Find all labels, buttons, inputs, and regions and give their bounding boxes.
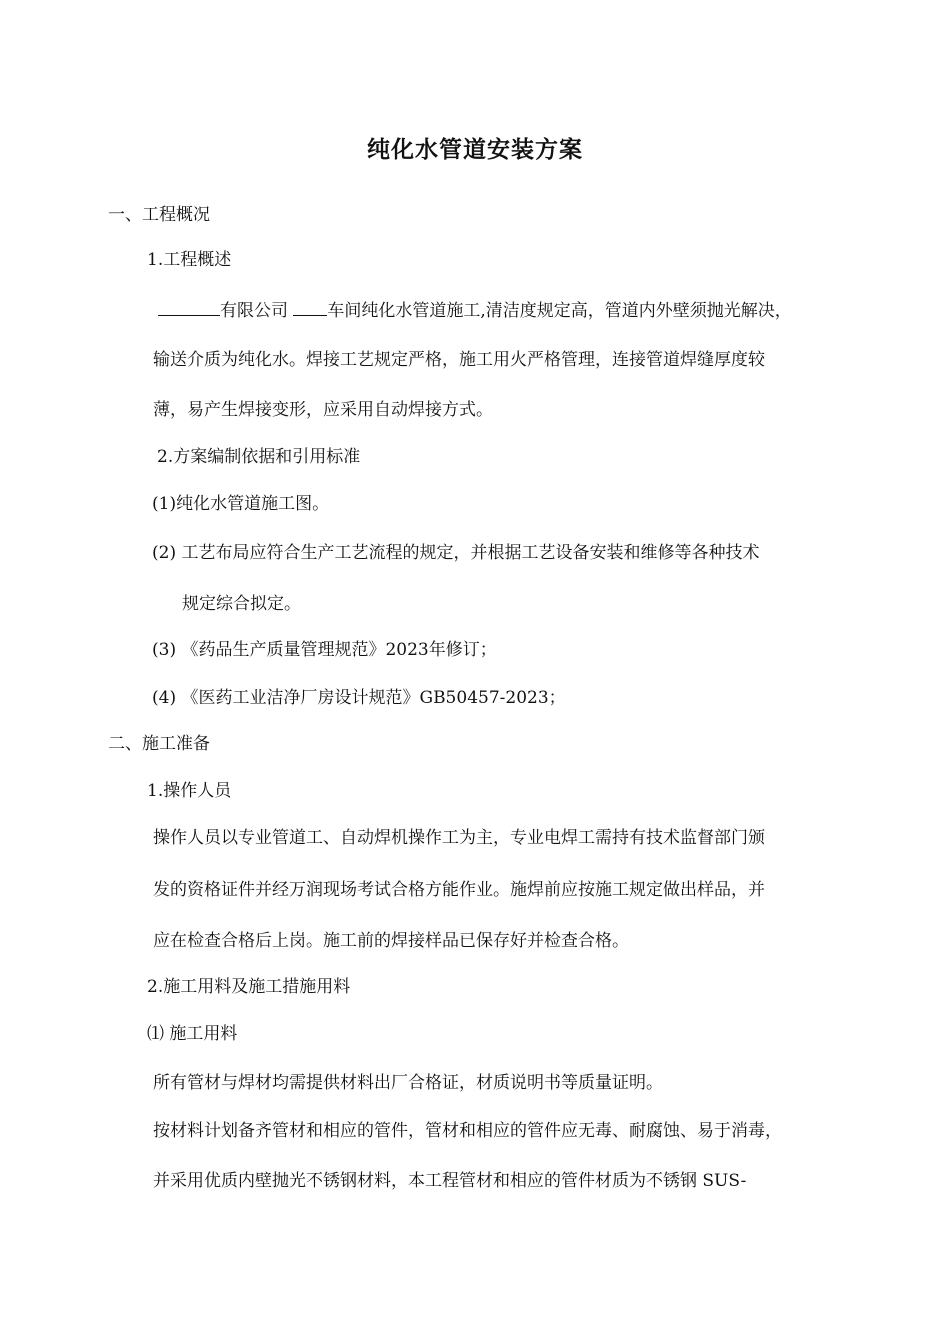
material-para2-line2: 并采用优质内壁抛光不锈钢材料，本工程管材和相应的管件材质为不锈钢 SUS- (153, 1171, 747, 1191)
section2-sub1-para-line2: 发的资格证件并经万润现场考试合格方能作业。施焊前应按施工规定做出样品，并 (153, 880, 765, 900)
section2-heading: 二、施工准备 (108, 734, 210, 754)
para-line1-part2: 车间纯化水管道施工,清洁度规定高，管道内外壁须抛光解决， (327, 301, 792, 321)
standard-item-3: (3) 《药品生产质量管理规范》2023年修订； (152, 640, 497, 660)
standard-item-2-line2: 规定综合拟定。 (182, 594, 301, 614)
section1-sub1-para-line3: 薄，易产生焊接变形，应采用自动焊接方式。 (153, 400, 493, 420)
section1-sub1-heading: 1.工程概述 (147, 250, 232, 270)
section1-sub1-para-line1 (158, 299, 792, 321)
section1-sub2-heading: 2.方案编制依据和引用标准 (157, 447, 361, 467)
section1-sub1-para-line2: 输送介质为纯化水。焊接工艺规定严格，施工用火严格管理，连接管道焊缝厚度较 (153, 350, 765, 370)
standard-item-2-line1: (2) 工艺布局应符合生产工艺流程的规定，并根据工艺设备安装和维修等各种技术 (152, 543, 760, 563)
material-para2-line1: 按材料计划备齐管材和相应的管件，管材和相应的管件应无毒、耐腐蚀、易于消毒， (153, 1121, 782, 1141)
material-item1-heading: ⑴ 施工用料 (147, 1024, 238, 1044)
section2-sub1-para-line3: 应在检查合格后上岗。施工前的焊接样品已保存好并检查合格。 (153, 931, 629, 951)
document-title: 纯化水管道安装方案 (367, 137, 583, 163)
section1-heading: 一、工程概况 (108, 205, 210, 225)
section2-sub1-heading: 1.操作人员 (147, 781, 232, 801)
blank-workshop-name (293, 299, 327, 316)
standard-item-1: (1)纯化水管道施工图。 (152, 494, 330, 514)
standard-item-4: (4) 《医药工业洁净厂房设计规范》GB50457-2023； (152, 688, 566, 708)
blank-company-name (158, 299, 220, 316)
section2-sub1-para-line1: 操作人员以专业管道工、自动焊机操作工为主，专业电焊工需持有技术监督部门颁 (153, 828, 765, 848)
material-para1: 所有管材与焊材均需提供材料出厂合格证，材质说明书等质量证明。 (153, 1073, 663, 1093)
para-line1-part1: 有限公司 (220, 301, 288, 321)
section2-sub2-heading: 2.施工用料及施工措施用料 (147, 977, 351, 997)
